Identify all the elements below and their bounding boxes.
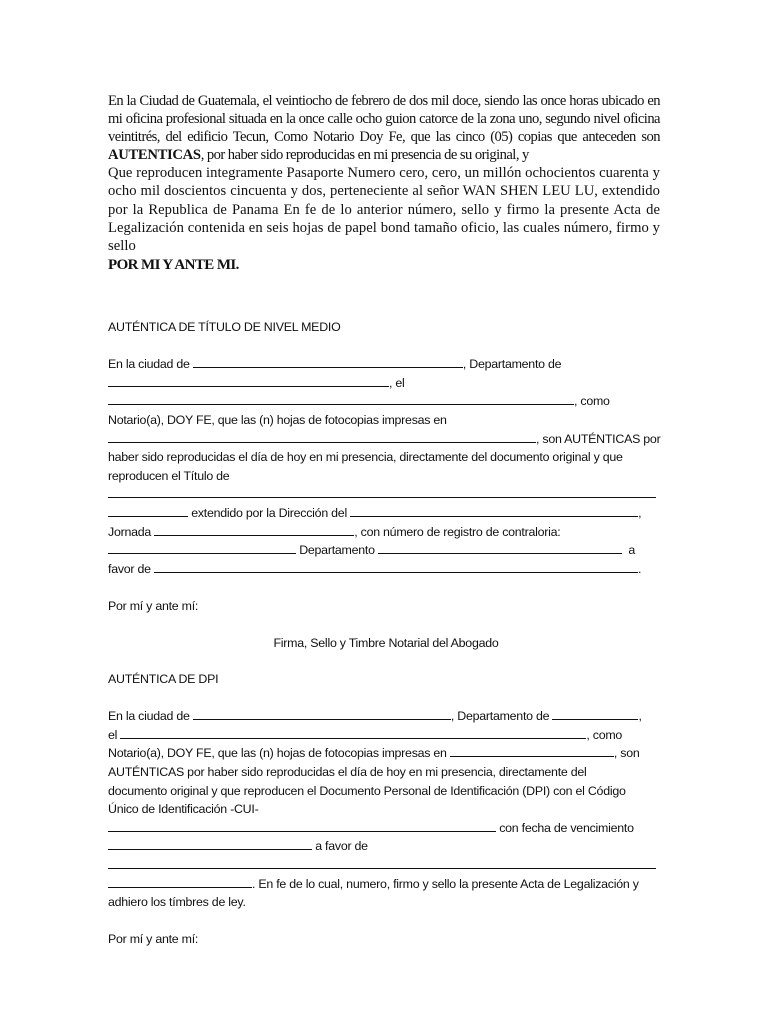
blank-registro[interactable] [108,541,296,554]
dpi-line-5: documento original y que reproducen el Documento Personal de Identificación (DPI) con el Código [108,783,626,798]
titulo-line-5: , son AUTÉNTICAS por [108,430,664,449]
acta-paragraph-1 [108,92,660,164]
blank-direccion[interactable] [350,504,638,517]
autentica-dpi-section [108,670,664,949]
titulo-line-10: Jornada , con número de registro de contraloria: [108,524,561,539]
dpi-line-10: . En fe de lo cual, numero, firmo y sello la presente Acta de Legalización y [108,875,664,894]
titulo-line-3: , como [108,392,664,411]
blank-titulo-cont[interactable] [108,504,188,517]
blank-dpi-impresas-en[interactable] [450,744,614,757]
titulo-line-2: , el [108,374,664,393]
blank-dpi-a-favor-de[interactable] [108,856,656,869]
acta-paragraph-2: Que reproducen integramente Pasaporte Numero cero, cero, un millón ochocientos cuarenta y ocho mil doscientos cincuenta y dos, perteneciente al señor WAN SHEN LEU LU, extendido por la Republica de Panama En fe de lo anterior número, sello y firmo la presente Acta de Legalización contenida en seis hojas de papel bond tamaño oficio, las cuales número, firmo y sello [108,165,660,254]
titulo-line-4: Notario(a), DOY FE, que las (n) hojas de fotocopias impresas en [108,412,447,427]
blank-departamento[interactable] [108,374,389,387]
blank-dpi-ciudad[interactable] [193,707,451,720]
titulo-heading: AUTÉNTICA DE TÍTULO DE NIVEL MEDIO [108,320,341,334]
blank-impresas-en[interactable] [108,430,536,443]
acta-paragraph-1-end: , por haber sido reproducidas en mi presencia de su original, y [200,147,529,164]
blank-dpi-departamento[interactable] [552,707,638,720]
titulo-line-7: reproducen el Título de [108,468,230,483]
acta-paragraph-1-text: En la Ciudad de Guatemala, el veintiocho de febrero de dos mil doce, siendo las once horas ubicado en mi oficina profesional situada en la once calle ocho guion catorce de la zona uno, segundo nivel oficina veintitrés, del edificio Tecun, Como Notario Doy Fe, que las cinco (05) copias que anteceden son [108,93,660,146]
titulo-line-6: haber sido reproducidas el día de hoy en mi presencia, directamente del documento original y que [108,450,623,465]
blank-ciudad[interactable] [193,355,463,368]
blank-a-favor-de[interactable] [154,560,638,573]
dpi-line-7: con fecha de vencimiento [108,819,664,838]
dpi-line-2: el , como [108,727,623,742]
autentica-titulo-section [108,318,664,653]
acta-legalizacion [108,92,660,274]
blank-vencimiento[interactable] [108,837,312,850]
blank-jornada[interactable] [154,523,354,536]
acta-closing: POR MI Y ANTE MI. [108,256,239,273]
dpi-line-8: a favor de [108,837,664,856]
titulo-line-1: En la ciudad de , Departamento de [108,357,562,372]
titulo-signature: Firma, Sello y Timbre Notarial del Abogado [273,636,499,651]
blank-departamento-2[interactable] [378,541,622,554]
titulo-line-11: Departamento a [108,541,664,560]
dpi-line-1: En la ciudad de , Departamento de , [108,709,642,724]
titulo-line-8 [108,485,664,504]
blank-dpi-a-favor-de-cont[interactable] [108,875,252,888]
dpi-line-3: Notario(a), DOY FE, que las (n) hojas de fotocopias impresas en , son [108,746,640,761]
autenticas-bold: AUTENTICAS [108,147,201,164]
titulo-line-12: favor de . [108,561,642,576]
dpi-line-6: Único de Identificación -CUI- [108,802,259,817]
blank-cui[interactable] [108,819,496,832]
titulo-closing: Por mí y ante mí: [108,598,199,613]
blank-fecha[interactable] [108,392,574,405]
dpi-line-9 [108,856,664,875]
dpi-heading: AUTÉNTICA DE DPI [108,672,219,686]
blank-titulo[interactable] [108,485,656,498]
dpi-closing: Por mí y ante mí: [108,932,199,947]
titulo-line-9: extendido por la Dirección del , [108,504,664,523]
blank-dpi-fecha[interactable] [120,726,586,739]
dpi-line-11: adhiero los tímbres de ley. [108,895,246,910]
dpi-line-4: AUTÉNTICAS por haber sido reproducidas el día de hoy en mi presencia, directamente del [108,764,587,779]
